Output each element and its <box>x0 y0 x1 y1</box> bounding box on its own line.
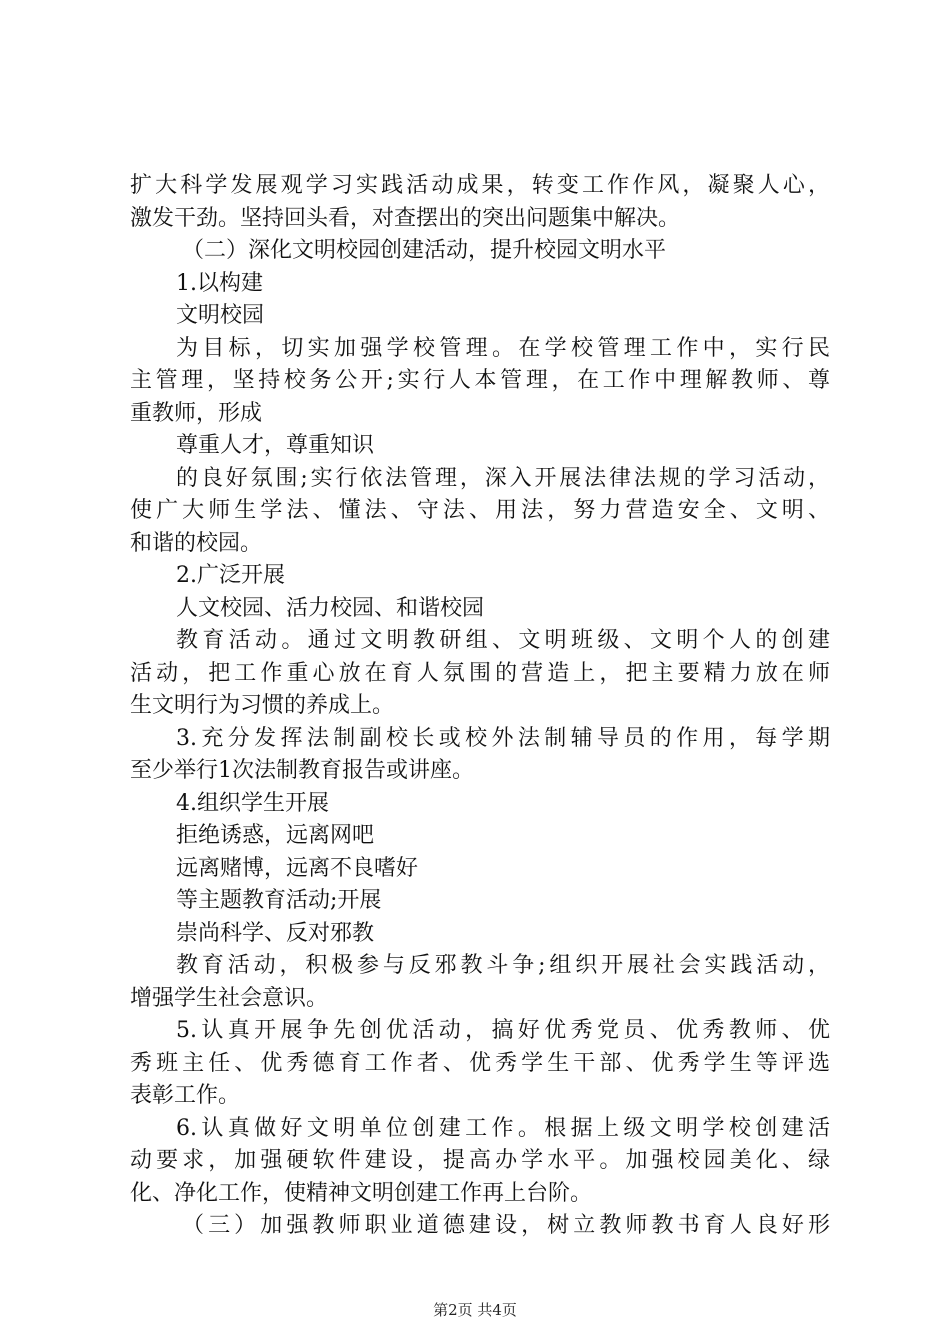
section-heading-3: （三）加强教师职业道德建设，树立教师教书育人良好形 <box>182 1213 830 1238</box>
paragraph-line: 活动，把工作重心放在育人氛围的营造上，把主要精力放在师 <box>130 660 830 686</box>
paragraph-line: 尊重人才，尊重知识 <box>176 433 375 458</box>
paragraph-line: 主管理，坚持校务公开;实行人本管理，在工作中理解教师、尊 <box>130 368 830 393</box>
paragraph-line: 表彰工作。 <box>130 1083 241 1108</box>
paragraph-line: 的良好氛围;实行依法管理，深入开展法律法规的学习活动， <box>176 465 830 491</box>
list-item-3: 3.充分发挥法制副校长或校外法制辅导员的作用，每学期 <box>176 725 830 751</box>
paragraph-line: 和谐的校园。 <box>130 530 263 556</box>
paragraph-line: 至少举行1次法制教育报告或讲座。 <box>130 758 474 783</box>
document-body <box>130 170 830 1243</box>
paragraph-line: 动要求，加强硬软件建设，提高办学水平。加强校园美化、绿 <box>130 1148 830 1173</box>
paragraph-line: 教育活动。通过文明教研组、文明班级、文明个人的创建 <box>176 628 830 653</box>
paragraph-line: 激发干劲。坚持回头看，对查摆出的突出问题集中解决。 <box>130 205 681 231</box>
paragraph-line: 重教师，形成 <box>130 400 263 426</box>
paragraph-line: 增强学生社会意识。 <box>130 985 329 1011</box>
list-item-1: 1.以构建 <box>176 270 263 296</box>
section-heading-2: （二）深化文明校园创建活动，提升校园文明水平 <box>182 238 667 263</box>
paragraph-line: 人文校园、活力校园、和谐校园 <box>176 595 485 621</box>
list-item-6: 6.认真做好文明单位创建工作。根据上级文明学校创建活 <box>176 1115 830 1141</box>
paragraph-line: 拒绝诱惑，远离网吧 <box>176 823 375 848</box>
paragraph-line: 教育活动，积极参与反邪教斗争;组织开展社会实践活动， <box>176 953 830 978</box>
paragraph-line: 化、净化工作，使精神文明创建工作再上台阶。 <box>130 1180 593 1206</box>
paragraph-line: 生文明行为习惯的养成上。 <box>130 693 395 718</box>
list-item-2: 2.广泛开展 <box>176 563 285 588</box>
paragraph-line: 使广大师生学法、懂法、守法、用法，努力营造安全、文明、 <box>130 498 830 523</box>
paragraph-line: 文明校园 <box>176 303 265 328</box>
paragraph-line: 远离赌博，远离不良嗜好 <box>176 855 419 881</box>
list-item-4: 4.组织学生开展 <box>176 790 329 816</box>
paragraph-line: 等主题教育活动;开展 <box>176 888 382 913</box>
paragraph-line: 扩大科学发展观学习实践活动成果，转变工作作风，凝聚人心， <box>130 173 830 198</box>
list-item-5: 5.认真开展争先创优活动，搞好优秀党员、优秀教师、优 <box>176 1018 830 1043</box>
paragraph-line: 秀班主任、优秀德育工作者、优秀学生干部、优秀学生等评选 <box>130 1050 830 1076</box>
paragraph-line: 崇尚科学、反对邪教 <box>176 920 375 946</box>
page-number-footer: 第2页 共4页 <box>433 1301 517 1319</box>
paragraph-line: 为目标，切实加强学校管理。在学校管理工作中，实行民 <box>176 335 830 361</box>
